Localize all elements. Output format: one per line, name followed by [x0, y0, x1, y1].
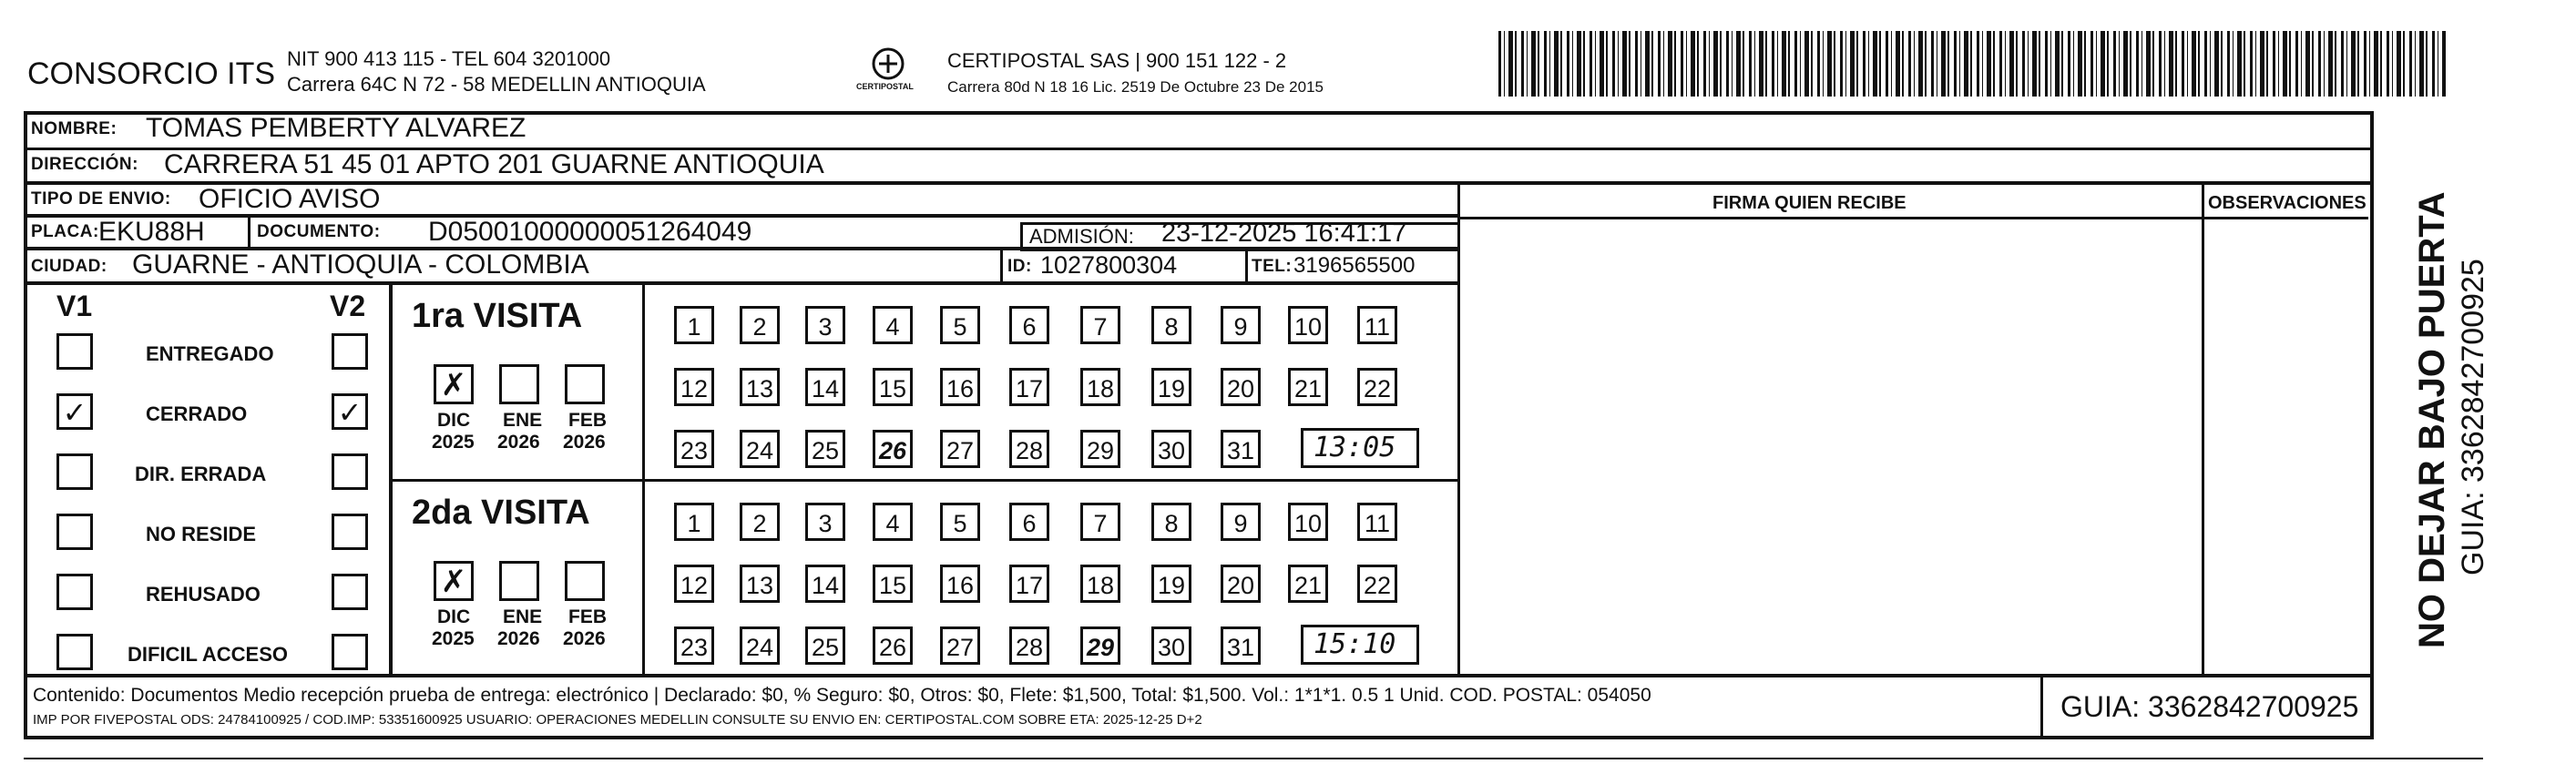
month-year: 2025	[432, 432, 475, 453]
tel-label: TEL:	[1252, 257, 1293, 276]
nombre-value: TOMAS PEMBERTY ALVAREZ	[146, 113, 526, 143]
nit-line: NIT 900 413 115 - TEL 604 3201000	[287, 47, 611, 70]
status-v1-checkbox[interactable]	[56, 574, 93, 610]
footer-guia: GUIA: 3362842700925	[2060, 690, 2359, 723]
status-label: ENTREGADO	[146, 342, 274, 365]
month-divider	[642, 282, 645, 677]
month-label: DIC	[437, 606, 471, 627]
month-checkbox[interactable]	[499, 364, 539, 404]
month-checkbox[interactable]: ✗	[434, 364, 474, 404]
certipostal-logo-text: CERTIPOSTAL	[856, 82, 914, 91]
day-box[interactable]: 6	[1009, 503, 1049, 541]
day-box[interactable]: 4	[873, 306, 913, 344]
month-label: DIC	[437, 410, 471, 431]
month-checkbox[interactable]: ✗	[434, 561, 474, 601]
month-checkbox[interactable]	[565, 364, 605, 404]
id-value: 1027800304	[1040, 251, 1178, 279]
day-box[interactable]: 25	[805, 626, 845, 665]
visit-divider	[390, 479, 1460, 482]
visit-title: 1ra VISITA	[412, 297, 583, 335]
day-box[interactable]: 12	[674, 565, 714, 603]
direccion-label: DIRECCIÓN:	[31, 155, 138, 174]
license-line: Carrera 80d N 18 16 Lic. 2519 De Octubre 23 De 2015	[947, 78, 1324, 96]
day-box[interactable]: 26	[873, 430, 913, 468]
day-box[interactable]: 4	[873, 503, 913, 541]
day-box[interactable]: 30	[1151, 430, 1191, 468]
day-box[interactable]: 29	[1080, 626, 1120, 665]
day-box[interactable]: 22	[1357, 368, 1397, 406]
barcode	[1498, 31, 2446, 97]
month-year: 2026	[497, 432, 540, 453]
nombre-label: NOMBRE:	[31, 119, 118, 138]
day-box[interactable]: 15	[873, 565, 913, 603]
documento-value: D05001000000051264049	[428, 217, 752, 247]
status-v1-checkbox[interactable]	[56, 333, 93, 370]
day-box[interactable]: 14	[805, 368, 845, 406]
admision-value: 23-12-2025 16:41:17	[1161, 219, 1407, 248]
side-warning: NO DEJAR BAJO PUERTA	[2412, 191, 2452, 648]
day-box[interactable]: 3	[805, 306, 845, 344]
status-label: DIR. ERRADA	[135, 463, 267, 485]
day-box[interactable]: 10	[1288, 306, 1328, 344]
day-box[interactable]: 13	[740, 565, 780, 603]
tipo-value: OFICIO AVISO	[199, 184, 381, 214]
day-box[interactable]: 20	[1221, 368, 1261, 406]
day-box[interactable]: 17	[1009, 368, 1049, 406]
month-label: FEB	[568, 606, 607, 627]
status-v2-checkbox[interactable]	[332, 634, 368, 670]
month-checkbox[interactable]	[565, 561, 605, 601]
footer-contenido: Contenido: Documentos Medio recepción prueba de entrega: electrónico | Declarado: $0, % Seguro: $0, Otros: $0, Flete: $1,500, Total: $1,500. Vol.: 1*1*1. 0.5 1 Unid. COD. POSTAL: 054050	[33, 685, 1651, 706]
v1-label: V1	[56, 290, 93, 322]
day-box[interactable]: 27	[940, 626, 980, 665]
day-box[interactable]: 7	[1080, 503, 1120, 541]
status-v1-checkbox[interactable]	[56, 634, 93, 670]
day-box[interactable]: 8	[1151, 503, 1191, 541]
admision-label: ADMISIÓN:	[1029, 225, 1134, 248]
observaciones-label: OBSERVACIONES	[2208, 193, 2366, 213]
guia-divider	[2040, 675, 2043, 739]
company-address: Carrera 64C N 72 - 58 MEDELLIN ANTIOQUIA	[287, 73, 706, 96]
placa-divider	[248, 215, 250, 250]
documento-label: DOCUMENTO:	[257, 222, 381, 241]
firma-label: FIRMA QUIEN RECIBE	[1712, 193, 1906, 213]
month-year: 2025	[432, 628, 475, 649]
visit-title: 2da VISITA	[412, 494, 590, 532]
day-box[interactable]: 21	[1288, 368, 1328, 406]
month-label: ENE	[503, 410, 543, 431]
day-box[interactable]: 3	[805, 503, 845, 541]
day-box[interactable]: 12	[674, 368, 714, 406]
footer-imp-line: IMP POR FIVEPOSTAL ODS: 24784100925 / COD.IMP: 53351600925 USUARIO: OPERACIONES MEDELLIN CONSULTE SU ENVIO EN: CERTIPOSTAL.COM SOBRE ETA: 2025-12-25 D+2	[33, 712, 1202, 728]
day-box[interactable]: 23	[674, 430, 714, 468]
day-box[interactable]: 29	[1080, 430, 1120, 468]
day-box[interactable]: 28	[1009, 626, 1049, 665]
tel-divider	[1245, 248, 1248, 284]
day-box[interactable]: 16	[940, 565, 980, 603]
month-year: 2026	[563, 628, 606, 649]
day-box[interactable]: 11	[1357, 306, 1397, 344]
status-label: DIFICIL ACCESO	[128, 643, 289, 666]
day-box[interactable]: 30	[1151, 626, 1191, 665]
day-box[interactable]: 18	[1080, 565, 1120, 603]
day-box[interactable]: 27	[940, 430, 980, 468]
day-box[interactable]: 17	[1009, 565, 1049, 603]
day-box[interactable]: 8	[1151, 306, 1191, 344]
day-box[interactable]: 2	[740, 306, 780, 344]
id-divider	[1000, 248, 1003, 284]
id-label: ID:	[1007, 257, 1032, 276]
day-box[interactable]: 6	[1009, 306, 1049, 344]
day-box[interactable]: 9	[1221, 503, 1261, 541]
visit-time: 15:10	[1314, 628, 1396, 660]
certipostal-line: CERTIPOSTAL SAS | 900 151 122 - 2	[947, 49, 1287, 72]
day-box[interactable]: 1	[674, 503, 714, 541]
day-box[interactable]: 5	[940, 503, 980, 541]
day-box[interactable]: 20	[1221, 565, 1261, 603]
tel-value: 3196565500	[1293, 253, 1416, 278]
day-box[interactable]: 15	[873, 368, 913, 406]
placa-label: PLACA:	[31, 222, 99, 241]
day-box[interactable]: 9	[1221, 306, 1261, 344]
bottom-rule	[24, 758, 2483, 759]
day-box[interactable]: 16	[940, 368, 980, 406]
company-name: CONSORCIO ITS	[27, 56, 276, 91]
day-box[interactable]: 26	[873, 626, 913, 665]
month-year: 2026	[563, 432, 606, 453]
day-box[interactable]: 7	[1080, 306, 1120, 344]
status-v1-checkbox[interactable]	[56, 514, 93, 550]
day-box[interactable]: 11	[1357, 503, 1397, 541]
day-box[interactable]: 24	[740, 626, 780, 665]
observaciones-column	[2202, 182, 2374, 677]
status-v1-checkbox[interactable]	[56, 453, 93, 490]
day-box[interactable]: 25	[805, 430, 845, 468]
day-box[interactable]: 13	[740, 368, 780, 406]
day-box[interactable]: 10	[1288, 503, 1328, 541]
day-box[interactable]: 1	[674, 306, 714, 344]
day-box[interactable]: 28	[1009, 430, 1049, 468]
placa-value: EKU88H	[98, 217, 205, 247]
day-box[interactable]: 19	[1151, 565, 1191, 603]
day-box[interactable]: 21	[1288, 565, 1328, 603]
day-box[interactable]: 22	[1357, 565, 1397, 603]
day-box[interactable]: 19	[1151, 368, 1191, 406]
status-v2-checkbox[interactable]	[332, 574, 368, 610]
month-label: FEB	[568, 410, 607, 431]
visit-time: 13:05	[1314, 432, 1396, 463]
day-box[interactable]: 31	[1221, 626, 1261, 665]
status-v2-checkbox[interactable]: ✓	[332, 393, 368, 430]
status-v2-checkbox[interactable]	[332, 514, 368, 550]
status-label: CERRADO	[146, 402, 248, 425]
day-box[interactable]: 31	[1221, 430, 1261, 468]
ciudad-label: CIUDAD:	[31, 257, 107, 276]
month-year: 2026	[497, 628, 540, 649]
month-checkbox[interactable]	[499, 561, 539, 601]
day-box[interactable]: 14	[805, 565, 845, 603]
status-label: REHUSADO	[146, 583, 261, 606]
day-box[interactable]: 5	[940, 306, 980, 344]
status-v1-checkbox[interactable]: ✓	[56, 393, 93, 430]
status-v2-checkbox[interactable]	[332, 453, 368, 490]
month-label: ENE	[503, 606, 543, 627]
day-box[interactable]: 2	[740, 503, 780, 541]
ciudad-value: GUARNE - ANTIOQUIA - COLOMBIA	[132, 250, 589, 280]
day-box[interactable]: 24	[740, 430, 780, 468]
side-guia: GUIA: 3362842700925	[2456, 259, 2490, 575]
firma-column	[1457, 182, 2204, 677]
day-box[interactable]: 18	[1080, 368, 1120, 406]
direccion-value: CARRERA 51 45 01 APTO 201 GUARNE ANTIOQUIA	[164, 149, 824, 179]
tipo-label: TIPO DE ENVIO:	[31, 189, 171, 209]
status-label: NO RESIDE	[146, 523, 257, 545]
v2-label: V2	[330, 290, 366, 322]
status-v2-checkbox[interactable]	[332, 333, 368, 370]
day-box[interactable]: 23	[674, 626, 714, 665]
